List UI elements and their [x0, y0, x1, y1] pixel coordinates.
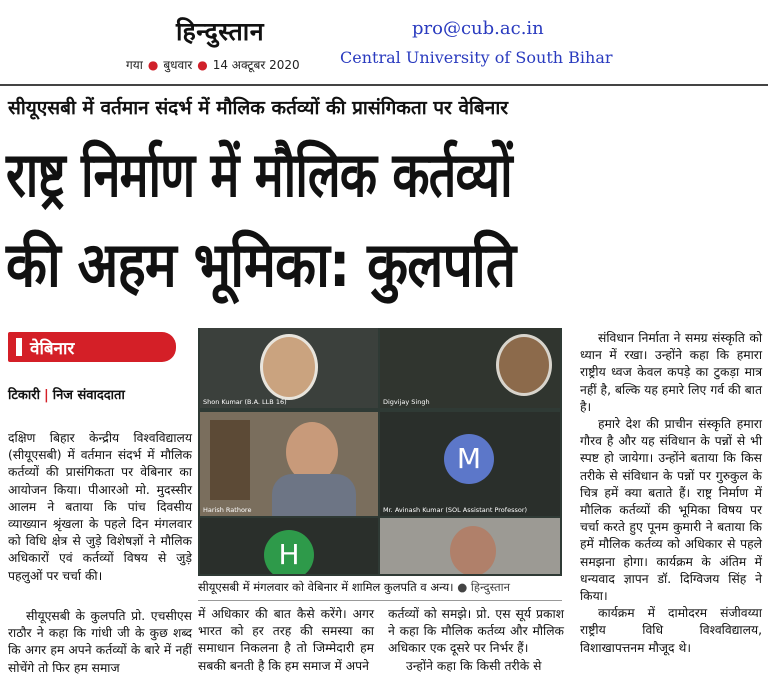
photo-credit: हिन्दुस्तान [470, 580, 511, 594]
participant-face [260, 334, 318, 400]
dateline-date: 14 अक्टूबर 2020 [212, 58, 300, 72]
participant-name: Harish Rathore [203, 506, 252, 514]
byline-place: टिकारी [8, 388, 40, 403]
article-paragraph-2: सीयूएसबी के कुलपति प्रो. एचसीएस राठौर ने कहा कि गांधी जी के कुछ शब्द कि अगर हम अपने कर्तव्यों के बारे में नहीं सोचेंगे तो फिर हम समाज [8, 609, 192, 675]
bullet-icon: ● [147, 58, 159, 72]
video-tile-avinash [380, 412, 560, 516]
article-paragraph-7: हमारे देश की प्राचीन संस्कृति हमारा गौरव है और यह संविधान के पन्नों से भी स्पष्ट हो जायेगा। उन्होंने बताया कि किस तरीके से संविधान के पन्नों पर गुरुकुल के चित्र हमें क्या बताते हैं। राष्ट्र निर्माण में मौलिक कर्तव्यों की भूमिका विषय पर चर्चा करते हुए पूनम कुमारी ने बताया कि हमें मौलिक कर्तव्य को अधिकार से पहले समझना होगा। कार्यक्रम के अंतिम में धन्यवाद ज्ञापन डॉ. दिग्विजय सिंह ने किया। [580, 417, 762, 604]
article-paragraph-6: संविधान निर्माता ने समग्र संस्कृति को ध्यान में रखा। उन्होंने कहा कि हमारा राष्ट्रीय ध्वज केवल कपड़े का टुकड़ा मात्र नहीं है, बल्कि यह हमारे लिए गर्व की बात है। [580, 331, 762, 414]
dateline [126, 56, 300, 73]
caption-text: सीयूएसबी में मंगलवार को वेबिनार में शामिल कुलपति व अन्य। [198, 580, 454, 594]
newspaper-masthead: हिन्दुस्तान [176, 17, 265, 46]
video-tile-digvijay [380, 328, 560, 408]
bookshelf-shape [210, 420, 250, 500]
participant-name: Mr. Avinash Kumar (SOL Assistant Professor) [383, 506, 528, 514]
banner-marker-icon [16, 338, 22, 356]
article-paragraph-4: कर्तव्यों को समझे। प्रो. एस सूर्य प्रकाश ने कहा कि मौलिक कर्तव्य और मौलिक अधिकार एक दूसरे पर निर्भर हैं। [388, 607, 564, 656]
article-paragraph-8: कार्यक्रम में दामोदरम संजीवय्या राष्ट्रीय विधि विश्वविद्यालय, विशाखापत्तनम मौजूद थे। [580, 606, 762, 655]
avatar-h: H [264, 530, 314, 574]
webinar-photo [198, 328, 562, 576]
article-paragraph-5: उन्होंने कहा कि किसी तरीके से [406, 658, 542, 673]
participant-face [496, 334, 552, 396]
byline-author: निज संवाददाता [52, 388, 125, 403]
participant-name: Shon Kumar (B.A. LLB 16) [203, 398, 287, 406]
photo-caption [198, 580, 562, 595]
article-paragraph-3: में अधिकार की बात कैसे करेंगे। अगर भारत को हर तरह की समस्या का समाधान निकलना है तो जिम्मेदारी हम सबकी बनती है कि हम समाज में अपने [198, 607, 374, 673]
section-banner [8, 332, 176, 362]
video-tile-h [200, 518, 378, 574]
article-paragraph-1: दक्षिण बिहार केन्द्रीय विश्वविद्यालय (सीयूएसबी) में वर्तमान संदर्भ में मौलिक कर्तव्यों की प्रासंगिकता पर वेबिनार का आयोजन किया। पीआरओ मो. मुदस्सीर आलम ने बताया कि पांच दिवसीय व्याख्यान श्रृंखला के पहले दिन मंगलवार को विधि क्षेत्र से जुड़े विशेषज्ञों ने मौलिक अधिकारों एवं कर्तव्यों विषय से जुड़े पहलुओं पर चर्चा की। [8, 431, 192, 583]
video-tile-harish [200, 412, 378, 516]
section-label: वेबिनार [30, 339, 75, 359]
avatar-m: M [444, 434, 494, 484]
headline-line-1: राष्ट्र निर्माण में मौलिक कर्तव्यों [6, 138, 512, 211]
participant-body [272, 474, 356, 516]
bullet-icon: ● [197, 58, 208, 72]
video-tile-woman [380, 518, 560, 574]
participant-name: Digvijay Singh [383, 398, 430, 406]
dateline-day: बुधवार [163, 58, 193, 72]
participant-face [286, 422, 338, 482]
byline-separator: | [43, 388, 49, 403]
contact-email[interactable]: pro@cub.ac.in [412, 18, 544, 39]
participant-face [450, 526, 496, 574]
article-strapline: सीयूएसबी में वर्तमान संदर्भ में मौलिक कर्तव्यों की प्रासंगिकता पर वेबिनार [8, 97, 509, 119]
headline-line-2: की अहम भूमिका: कुलपति [6, 228, 516, 301]
video-tile-shon [200, 328, 378, 408]
article-column-4 [580, 330, 762, 657]
bullet-icon: ● [457, 580, 468, 594]
byline [8, 385, 125, 403]
caption-divider [198, 600, 562, 601]
university-name: Central University of South Bihar [340, 48, 613, 67]
top-divider [0, 84, 768, 86]
dateline-place: गया [126, 58, 143, 72]
article-column-3 [388, 606, 564, 675]
